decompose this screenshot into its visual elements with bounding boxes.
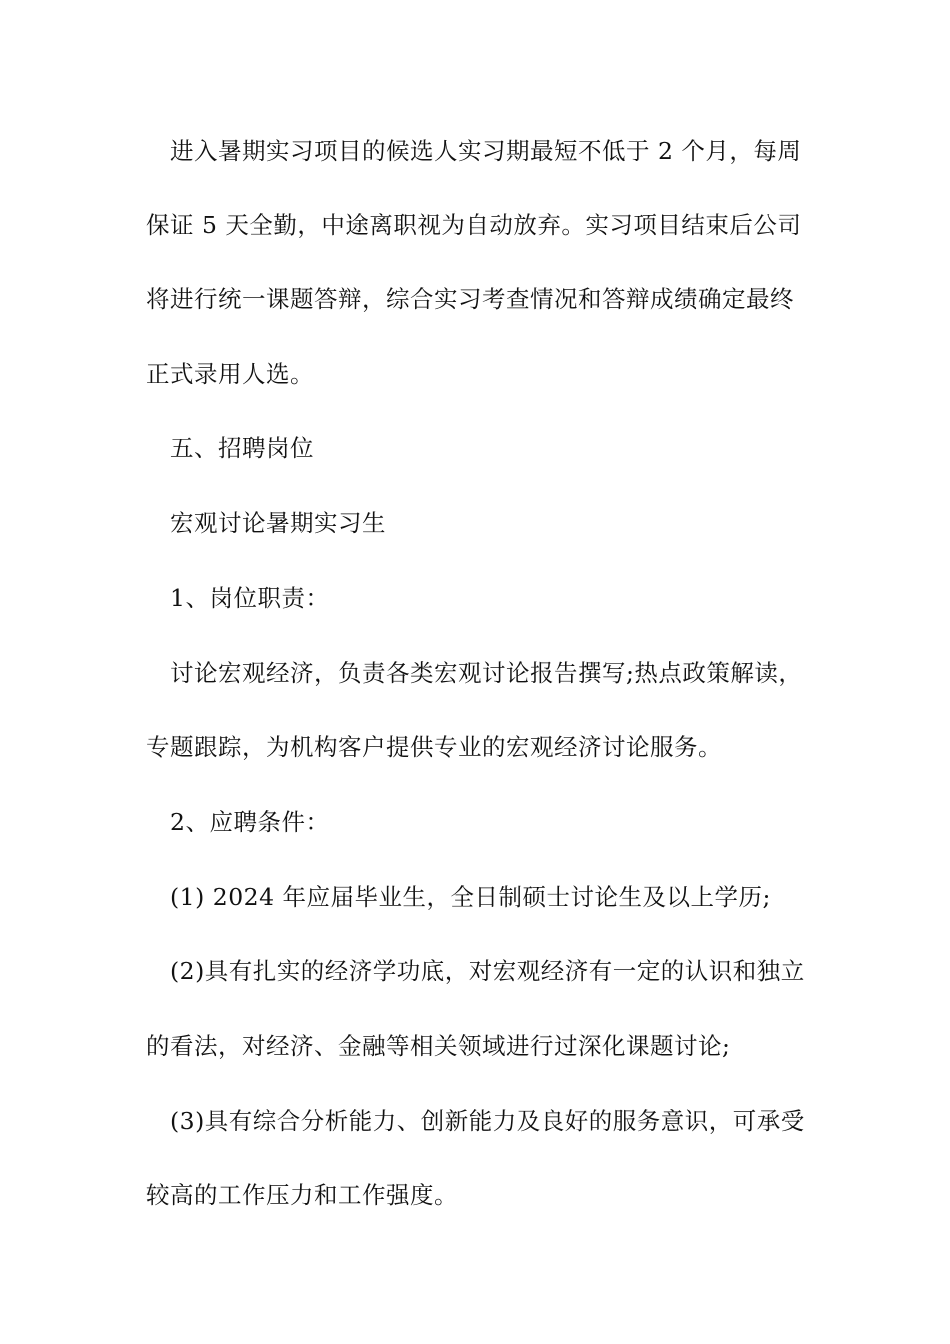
position-title: 宏观讨论暑期实习生	[170, 509, 386, 537]
paragraph-internship-line-3: 将进行统一课题答辩，综合实习考查情况和答辩成绩确定最终	[146, 285, 794, 313]
section-heading-positions: 五、招聘岗位	[170, 434, 314, 462]
paragraph-responsibilities-line-2: 专题跟踪，为机构客户提供专业的宏观经济讨论服务。	[146, 733, 722, 761]
paragraph-internship-line-4: 正式录用人选。	[146, 360, 314, 388]
subheading-responsibilities: 1、岗位职责：	[170, 584, 330, 612]
paragraph-responsibilities-line-1: 讨论宏观经济，负责各类宏观讨论报告撰写;热点政策解读，	[170, 659, 803, 687]
requirement-1: (1) 2024 年应届毕业生，全日制硕士讨论生及以上学历;	[170, 883, 771, 911]
requirement-2-line-1: (2)具有扎实的经济学功底，对宏观经济有一定的认识和独立	[170, 957, 805, 985]
requirement-3-line-2: 较高的工作压力和工作强度。	[146, 1181, 458, 1209]
requirement-2-line-2: 的看法，对经济、金融等相关领域进行过深化课题讨论;	[146, 1032, 731, 1060]
subheading-requirements: 2、应聘条件：	[170, 808, 330, 836]
requirement-3-line-1: (3)具有综合分析能力、创新能力及良好的服务意识，可承受	[170, 1107, 805, 1135]
paragraph-internship-line-2: 保证 5 天全勤，中途离职视为自动放弃。实习项目结束后公司	[146, 211, 802, 239]
paragraph-internship-line-1: 进入暑期实习项目的候选人实习期最短不低于 2 个月，每周	[170, 137, 802, 165]
